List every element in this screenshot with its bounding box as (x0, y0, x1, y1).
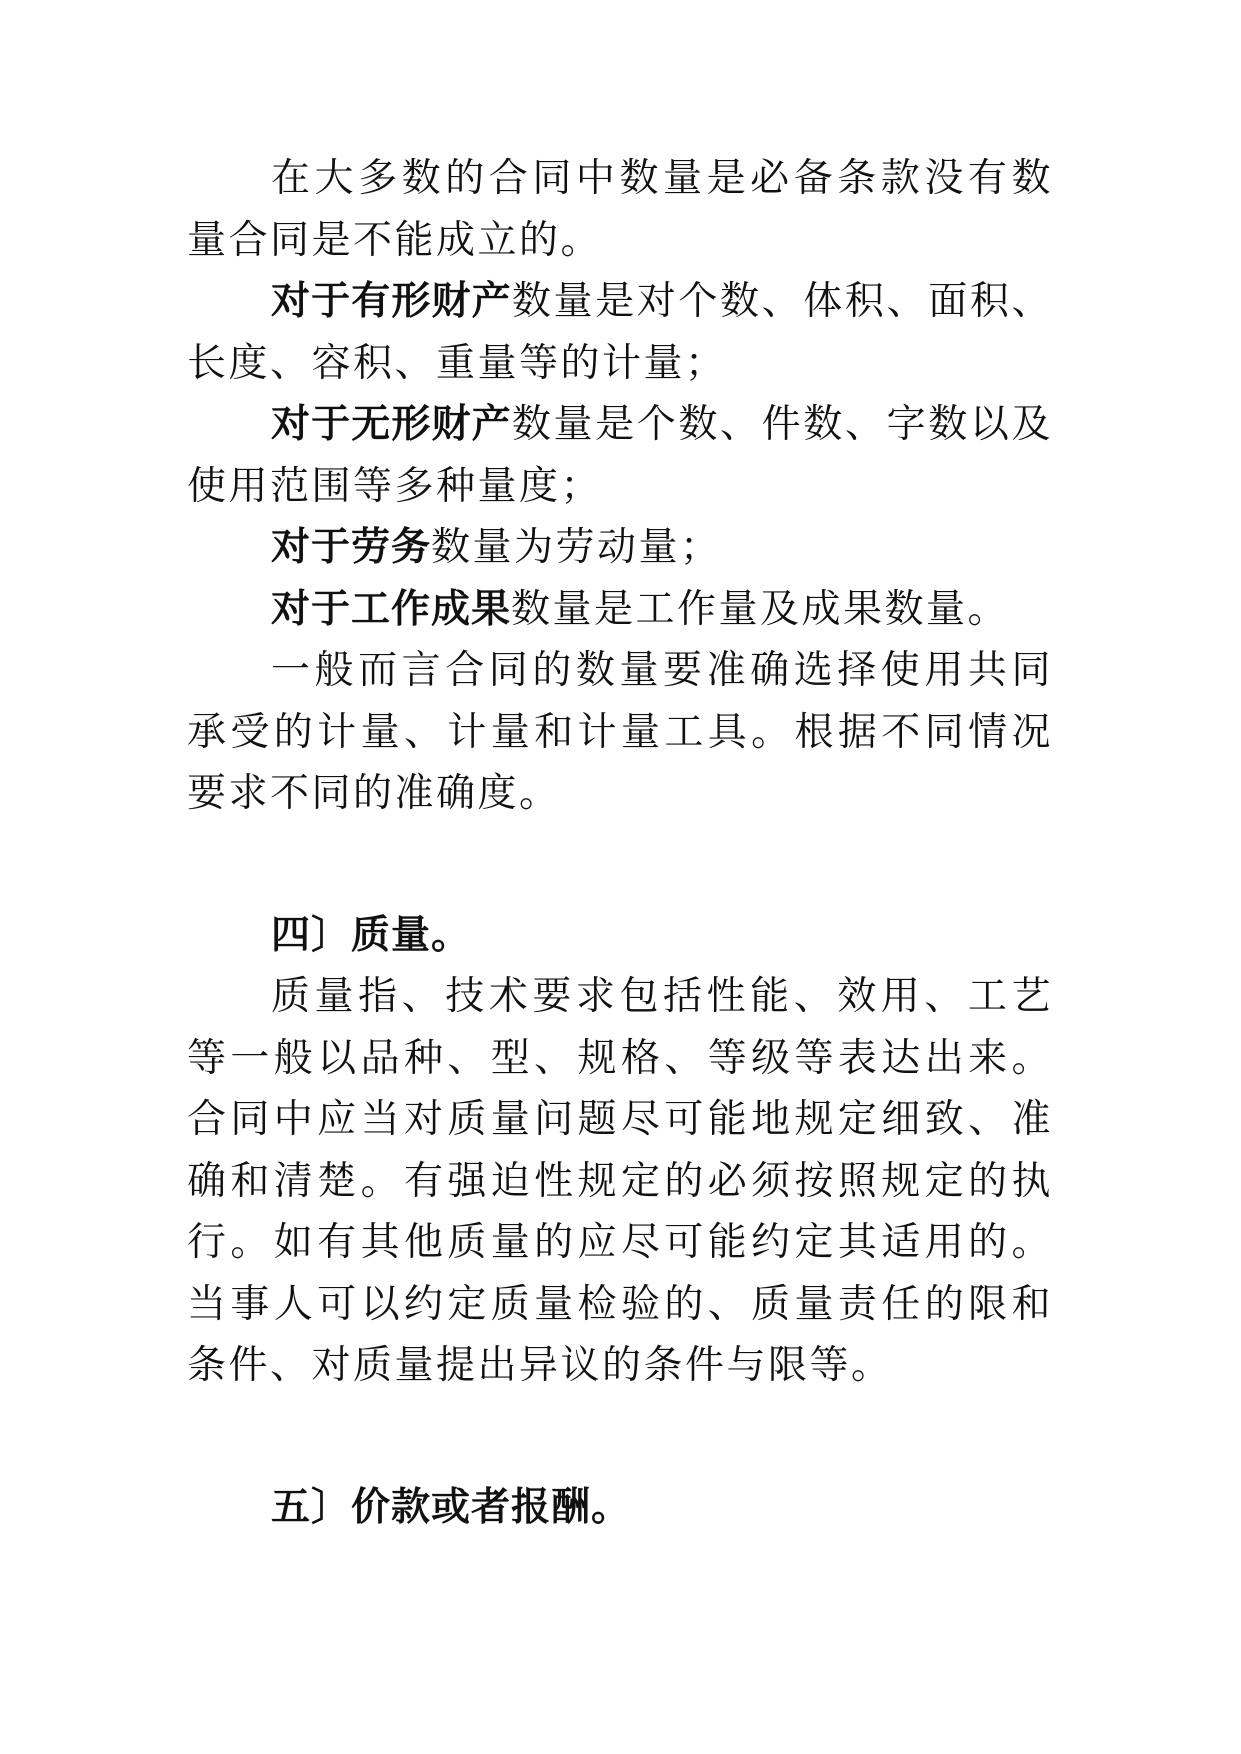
paragraph-intangible-property (187, 394, 1053, 517)
paragraph-labor (187, 517, 1053, 579)
paragraph-text: 数量是工作量及成果数量。 (511, 586, 1010, 632)
paragraph-tangible-property (187, 271, 1053, 394)
bold-term: 对于工作成果 (271, 586, 512, 632)
paragraph-text: 数量是个数、件数、字数以及使用范围等多种量度； (187, 402, 1053, 509)
paragraph-measurement-accuracy (187, 640, 1053, 825)
bold-term: 对于劳务 (271, 525, 432, 570)
section-heading-price: 五〕价款或者报酬。 (271, 1484, 632, 1530)
paragraph-text: 质量指、技术要求包括性能、效用、工艺等一般以品种、型、规格、等级等表达出来。合同中应当对质量问题尽可能地规定细致、准确和清楚。有强迫性规定的必须按照规定的执行。如有其他质量的应尽可能约定其适用的。当事人可以约定质量检验的、质量责任的限和条件、对质量提出异议的条件与限等。 (187, 974, 1053, 1388)
paragraph-quality (187, 966, 1053, 1397)
section-heading-quality: 四〕质量。 (271, 912, 472, 958)
paragraph-text: 数量是对个数、体积、面积、长度、容积、重量等的计量； (187, 279, 1053, 386)
section-spacer (187, 1397, 1053, 1477)
section-spacer (187, 825, 1053, 905)
paragraph-text: 在大多数的合同中数量是必备条款没有数量合同是不能成立的。 (187, 156, 1053, 263)
paragraph-text: 数量为劳动量； (431, 525, 722, 570)
bold-term: 对于无形财产 (271, 402, 512, 447)
bold-term: 对于有形财产 (271, 279, 512, 324)
paragraph-work-results (187, 579, 1053, 641)
paragraph-text: 一般而言合同的数量要准确选择使用共同承受的计量、计量和计量工具。根据不同情况要求不同的准确度。 (187, 648, 1053, 816)
document-body (187, 148, 1053, 1538)
paragraph-quantity-intro (187, 148, 1053, 271)
